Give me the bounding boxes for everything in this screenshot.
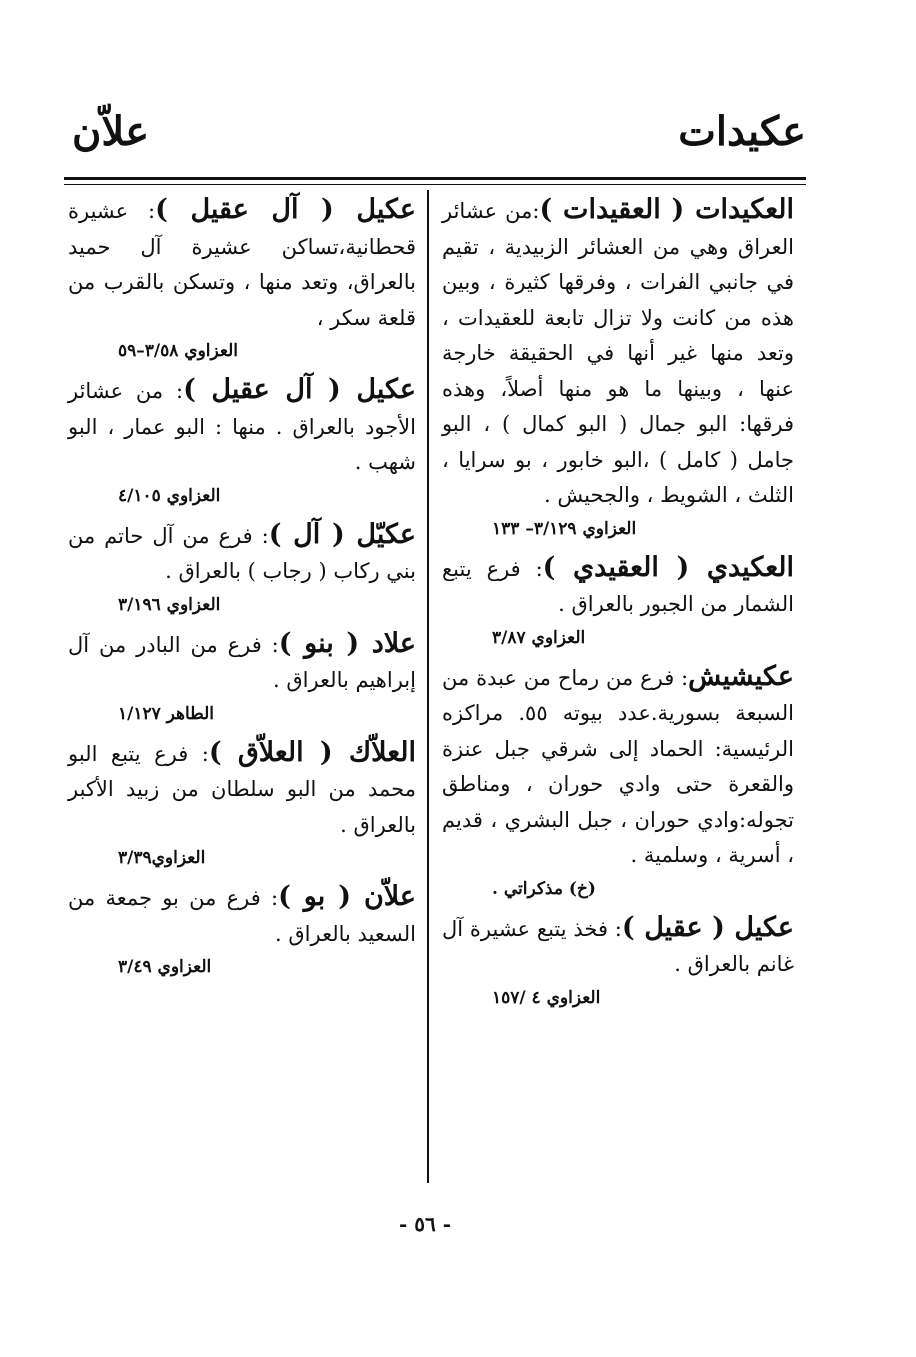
entry-text: : فرع يتبع البو محمد من البو سلطان من زبيد الأكبر بالعراق . [68, 741, 416, 837]
entry-text: : فرع من رماح من عبدة من السبعة بسورية.عدد بيوته ٥٥. مراكزه الرئيسية: الحماد إلى شرقي جبل عنزة والقعرة حتى وادي حوران ، ومناطق تجوله:وادي حوران ، جبل البشري ، قديم ، أسرية ، وسلمية . [442, 665, 795, 867]
entry-headword: عكيشيش [688, 660, 794, 692]
entry [442, 910, 794, 1013]
entry-headword: علاد ( بنو ) [278, 627, 416, 659]
entry [68, 192, 416, 366]
entry-text: : عشيرة قحطانية،تساكن عشيرة آل حميد بالعراق، وتعد منها ، وتسكن بالقرب من قلعة سكر ، [68, 199, 416, 330]
entry-text: : فرع من آل حاتم من بني ركاب ( رجاب ) بالعراق . [68, 523, 416, 583]
entry-citation: العزاوي ٤/١٠٥ [118, 485, 221, 506]
header-rule-thin [64, 184, 806, 185]
entry [68, 626, 416, 729]
entry-headword: علاّن ( بو ) [278, 881, 417, 912]
page-number: - ٥٦ - [398, 1212, 451, 1236]
entry-citation: الطاهر ١/١٢٧ [118, 703, 215, 724]
entry [68, 517, 416, 620]
entry-headword: العكيدات ( العقيدات ) [539, 194, 794, 225]
entry-citation: (خ) مذكراتي . [492, 878, 596, 899]
right-column [442, 192, 794, 1019]
entry [68, 735, 416, 874]
entry-citation: العزاوي٣/٣٩ [118, 848, 206, 868]
entry-citation: العزاوي ٣/٤٩ [118, 957, 212, 977]
entry-headword: العكيدي ( العقيدي ) [542, 551, 794, 583]
entry-headword: عكيّل ( آل ) [268, 518, 417, 550]
running-head-right: عكيدات [678, 108, 806, 155]
entry-citation: العزاوي ٣/١٩٦ [118, 594, 221, 615]
entry-text: : من عشائر الأجود بالعراق . منها : البو عمار ، البو شهب . [68, 379, 416, 474]
running-head-left: علاّن [72, 108, 150, 155]
entry-citation: العزاوي ٣/٥٨–٥٩ [118, 341, 239, 361]
entry-citation: العزاوي ٣/١٢٩– ١٣٣ [492, 518, 637, 539]
entry-headword: عكيل ( عقيل ) [621, 911, 795, 943]
entry [68, 879, 416, 982]
entry [442, 192, 794, 544]
left-column [68, 192, 416, 988]
entry-text: : فرع من بو جمعة من السعيد بالعراق . [68, 886, 416, 946]
entry [442, 550, 794, 653]
entry [68, 372, 416, 511]
column-divider [427, 190, 429, 1183]
entry-text: : فرع يتبع الشمار من الجبور بالعراق . [442, 556, 794, 616]
entry [442, 659, 794, 904]
entry-text: :من عشائر العراق وهي من العشائر الزبيدية ، تقيم في جانبي الفرات ، وفرقها كثيرة ، وبين هذه من كانت ولا تزال تابعة للعقيدات ، وتعد منها غير أنها في الحقيقة خارجة عنها ، وبينها ما هو منها أصلاً، وهذه فرقها: البو جمال ( البو كمال ) ، البو جامل ( كامل ) ،البو خابور ، بو سرايا ، الثلث ، الشويط ، والجحيش . [442, 199, 794, 507]
entry-headword: عكيل ( آل عقيل ) [183, 374, 416, 405]
entry-text: : فخذ يتبع عشيرة آل غانم بالعراق . [442, 916, 794, 976]
entry-citation: العزاوي ٤ /١٥٧ [492, 987, 601, 1008]
entry-headword: العلاّك ( العلاّق ) [208, 736, 416, 768]
entry-text: : فرع من البادر من آل إبراهيم بالعراق . [68, 632, 416, 692]
entry-citation: العزاوي ٣/٨٧ [492, 627, 586, 648]
entry-headword: عكيل ( آل عقيل ) [155, 194, 416, 225]
header-rule-thick [64, 177, 806, 180]
